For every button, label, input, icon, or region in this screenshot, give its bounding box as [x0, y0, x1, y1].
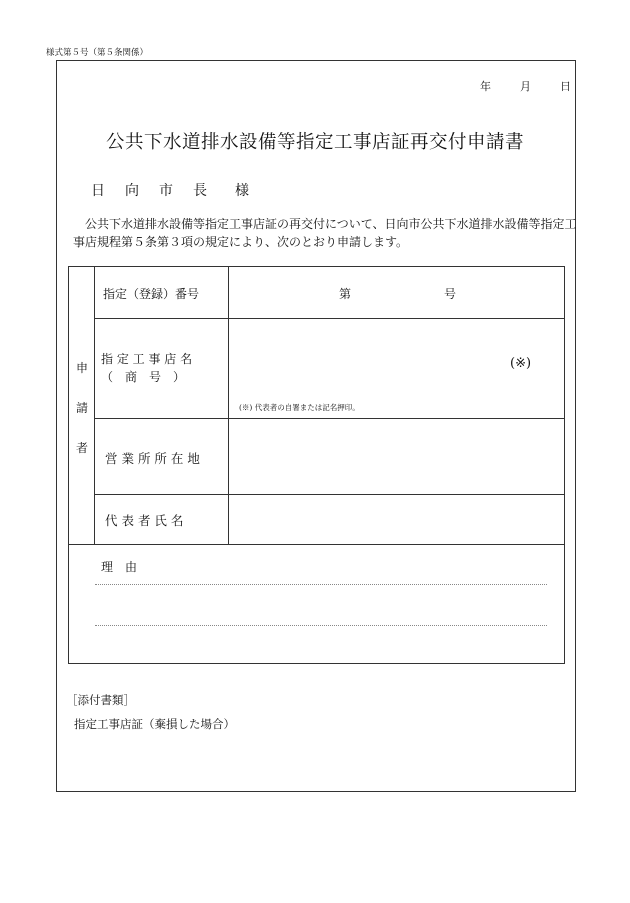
designation-number-suffix: 号 — [444, 287, 457, 301]
applicant-label-char: 申 — [75, 361, 88, 375]
reason-line — [95, 584, 547, 585]
designation-number-label: 指定（登録）番号 — [103, 287, 200, 301]
signature-note: (※) 代表者の自署または記名押印。 — [239, 403, 360, 412]
addressee-char: 長 — [193, 183, 207, 199]
contractor-name-label: 指 定 工 事 店 名 — [101, 352, 193, 366]
page-title: 公共下水道排水設備等指定工事店証再交付申請書 — [105, 132, 524, 153]
representative-name-label: 代 表 者 氏 名 — [105, 513, 184, 528]
addressee-char: 向 — [125, 183, 139, 199]
reason-line — [95, 625, 547, 626]
form-number-label: 様式第５号（第５条関係） — [46, 48, 149, 58]
office-address-label: 営 業 所 所 在 地 — [105, 451, 200, 466]
date-day-label: 日 — [560, 80, 571, 93]
reason-label: 理 由 — [101, 560, 138, 574]
application-table — [68, 266, 565, 664]
signature-mark: (※) — [510, 356, 532, 371]
applicant-label-char: 者 — [75, 441, 88, 455]
attachments-item: 指定工事店証（棄損した場合） — [74, 717, 235, 731]
date-month-label: 月 — [520, 80, 531, 93]
date-year-label: 年 — [480, 80, 491, 93]
attachments-header: ［添付書類］ — [66, 693, 135, 707]
addressee-char: 市 — [159, 183, 173, 199]
body-text: 公共下水道排水設備等指定工事店証の再交付について、日向市公共下水道排水設備等指定工事店規程第５条第３項の規定により、次のとおり申請します。 — [73, 217, 577, 249]
addressee-char: 日 — [91, 183, 105, 199]
applicant-label-char: 請 — [75, 401, 88, 415]
designation-number-prefix: 第 — [339, 287, 352, 301]
trade-name-label: （ 商 号 ） — [101, 370, 186, 384]
addressee-honorific: 様 — [235, 183, 249, 199]
